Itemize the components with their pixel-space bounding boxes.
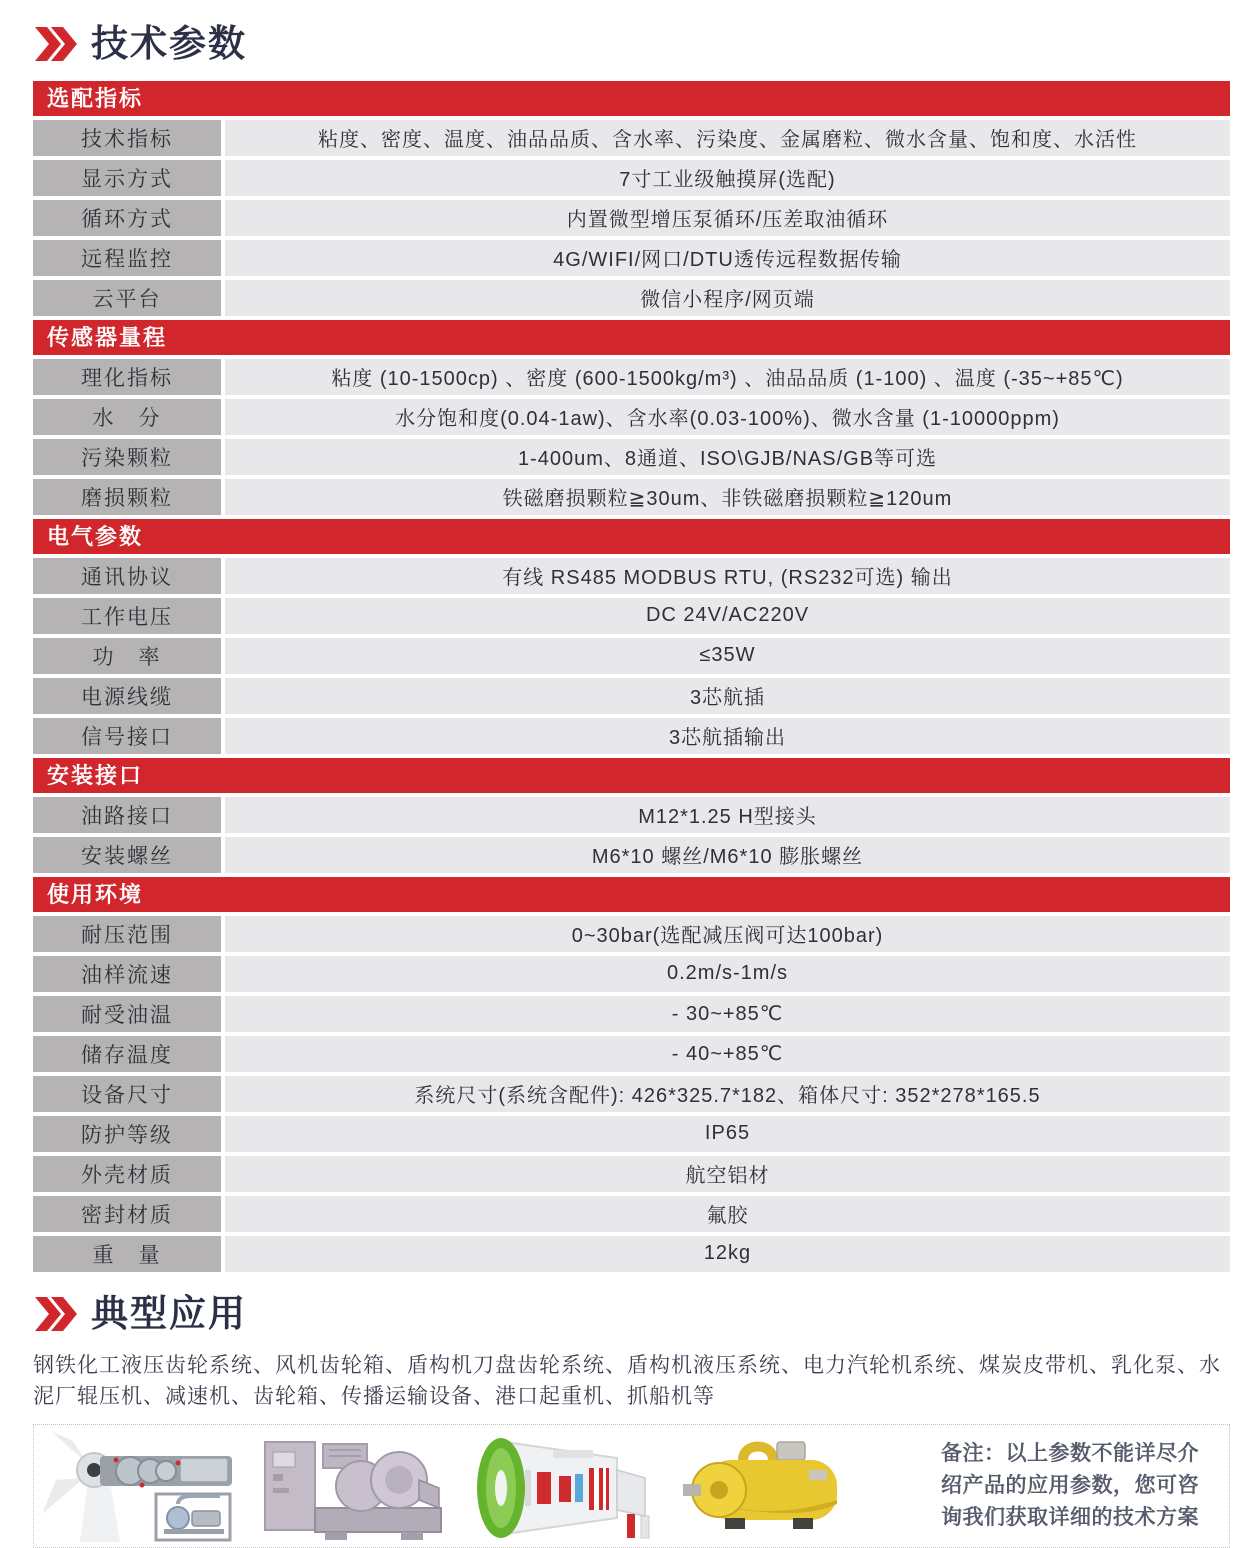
spec-row (33, 678, 1230, 714)
applications-title-row (33, 1294, 1230, 1335)
spec-row (33, 956, 1230, 992)
row-value: 7寸工业级触摸屏(选配) (225, 160, 1230, 196)
spec-row (33, 1076, 1230, 1112)
section-header-mounting: 安装接口 (33, 758, 1230, 793)
spec-row (33, 1036, 1230, 1072)
wind-turbine-gearbox-image (38, 1430, 243, 1542)
row-label: 理化指标 (33, 359, 221, 395)
yellow-compressor-image (681, 1430, 851, 1542)
row-label: 外壳材质 (33, 1156, 221, 1192)
wind-turbine-gearbox-illustration (38, 1430, 243, 1542)
spec-row (33, 916, 1230, 952)
row-label: 工作电压 (33, 598, 221, 634)
row-value: DC 24V/AC220V (225, 598, 1230, 634)
row-value: 1-400um、8通道、ISO\GJB/NAS/GB等可选 (225, 439, 1230, 475)
row-label: 信号接口 (33, 718, 221, 754)
row-label: 云平台 (33, 280, 221, 316)
row-label: 设备尺寸 (33, 1076, 221, 1112)
row-value: 系统尺寸(系统含配件): 426*325.7*182、箱体尺寸: 352*278*165.5 (225, 1076, 1230, 1112)
row-label: 油样流速 (33, 956, 221, 992)
row-value: 4G/WIFI/网口/DTU透传远程数据传输 (225, 240, 1230, 276)
row-value: 内置微型增压泵循环/压差取油循环 (225, 200, 1230, 236)
row-value: 3芯航插 (225, 678, 1230, 714)
row-label: 通讯协议 (33, 558, 221, 594)
row-value: M12*1.25 H型接头 (225, 797, 1230, 833)
row-value: - 30~+85℃ (225, 996, 1230, 1032)
spec-row (33, 439, 1230, 475)
spec-row (33, 1116, 1230, 1152)
steam-turbine-generator-illustration (261, 1430, 449, 1542)
applications-text: 钢铁化工液压齿轮系统、风机齿轮箱、盾构机刀盘齿轮系统、盾构机液压系统、电力汽轮机系统、煤炭皮带机、乳化泵、水泥厂辊压机、减速机、齿轮箱、传播运输设备、港口起重机、抓船机等 (33, 1354, 1221, 1409)
row-value: 有线 RS485 MODBUS RTU, (RS232可选) 输出 (225, 558, 1230, 594)
row-label: 电源线缆 (33, 678, 221, 714)
row-label: 功 率 (33, 638, 221, 674)
spec-row (33, 1196, 1230, 1232)
tunnel-boring-machine-illustration (467, 1430, 663, 1542)
spec-row (33, 200, 1230, 236)
page-title: 技术参数 (91, 23, 247, 64)
row-label: 显示方式 (33, 160, 221, 196)
spec-row (33, 479, 1230, 515)
row-label: 远程监控 (33, 240, 221, 276)
row-value: 0.2m/s-1m/s (225, 956, 1230, 992)
row-label: 密封材质 (33, 1196, 221, 1232)
row-value: 3芯航插输出 (225, 718, 1230, 754)
row-value: 粘度、密度、温度、油品品质、含水率、污染度、金属磨粒、微水含量、饱和度、水活性 (225, 120, 1230, 156)
double-chevron-right-icon (33, 27, 77, 61)
double-chevron-right-icon (33, 1297, 77, 1331)
section-header-optional-metrics: 选配指标 (33, 81, 1230, 116)
row-value: 粘度 (10-1500cp) 、密度 (600-1500kg/m³) 、油品品质 (1-100) 、温度 (-35~+85℃) (225, 359, 1230, 395)
spec-row (33, 1156, 1230, 1192)
spec-row (33, 558, 1230, 594)
row-label: 储存温度 (33, 1036, 221, 1072)
spec-row (33, 598, 1230, 634)
spec-row (33, 160, 1230, 196)
spec-row (33, 120, 1230, 156)
spec-row (33, 240, 1230, 276)
row-label: 循环方式 (33, 200, 221, 236)
applications-gallery (33, 1424, 1230, 1548)
spec-table (33, 81, 1230, 1272)
row-label: 水 分 (33, 399, 221, 435)
row-value: 微信小程序/网页端 (225, 280, 1230, 316)
row-label: 磨损颗粒 (33, 479, 221, 515)
spec-row (33, 718, 1230, 754)
row-value: - 40~+85℃ (225, 1036, 1230, 1072)
row-value: ≤35W (225, 638, 1230, 674)
row-value: 12kg (225, 1236, 1230, 1272)
row-label: 耐压范围 (33, 916, 221, 952)
spec-row (33, 280, 1230, 316)
spec-row (33, 1236, 1230, 1272)
tunnel-boring-machine-image (467, 1430, 663, 1542)
section-header-sensor-range: 传感器量程 (33, 320, 1230, 355)
row-value: M6*10 螺丝/M6*10 膨胀螺丝 (225, 837, 1230, 873)
applications-section (33, 1294, 1230, 1548)
row-value: 铁磁磨损颗粒≧30um、非铁磁磨损颗粒≧120um (225, 479, 1230, 515)
row-label: 安装螺丝 (33, 837, 221, 873)
section-header-electrical: 电气参数 (33, 519, 1230, 554)
row-label: 油路接口 (33, 797, 221, 833)
row-value: IP65 (225, 1116, 1230, 1152)
row-label: 重 量 (33, 1236, 221, 1272)
row-value: 航空铝材 (225, 1156, 1230, 1192)
section-header-environment: 使用环境 (33, 877, 1230, 912)
note-text: 备注：以上参数不能详尽介绍产品的应用参数，您可咨询我们获取详细的技术方案 (941, 1442, 1199, 1530)
row-label: 污染颗粒 (33, 439, 221, 475)
spec-row (33, 837, 1230, 873)
spec-row (33, 996, 1230, 1032)
yellow-compressor-illustration (681, 1430, 851, 1542)
row-value: 水分饱和度(0.04-1aw)、含水率(0.03-100%)、微水含量 (1-10000ppm) (225, 399, 1230, 435)
row-label: 技术指标 (33, 120, 221, 156)
steam-turbine-generator-image (261, 1430, 449, 1542)
spec-row (33, 638, 1230, 674)
row-value: 氟胶 (225, 1196, 1230, 1232)
spec-row (33, 359, 1230, 395)
spec-row (33, 399, 1230, 435)
row-label: 耐受油温 (33, 996, 221, 1032)
applications-title: 典型应用 (91, 1292, 247, 1334)
row-value: 0~30bar(选配减压阀可达100bar) (225, 916, 1230, 952)
row-label: 防护等级 (33, 1116, 221, 1152)
page-title-row (33, 24, 1230, 65)
spec-row (33, 797, 1230, 833)
